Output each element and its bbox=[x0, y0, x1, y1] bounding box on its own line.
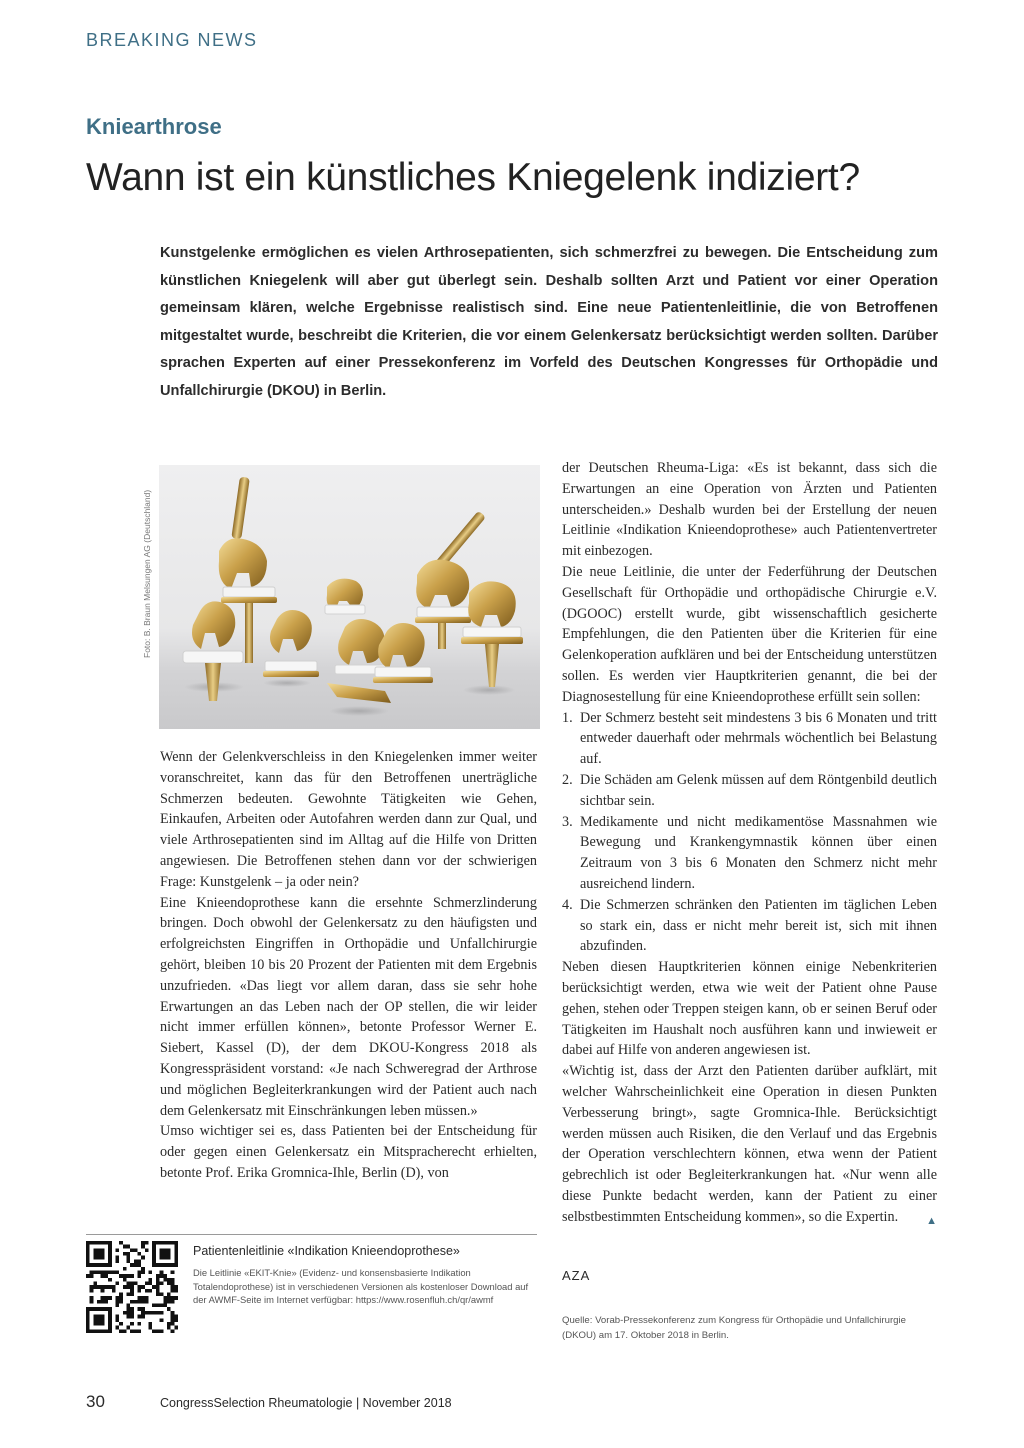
list-item bbox=[562, 895, 937, 957]
paragraph: Die neue Leitlinie, die unter der Federführung der Deutschen Gesellschaft für Orthopädie und orthopädische Chirurgie e.V. (DGOOC) erstellt wurde, gibt wissenschaftlich gesicherte Empfehlungen, die den Patienten über die Kriterien für eine Gelenkoperation aufklären und bei der Entscheidung unterstützen sollen. Es werden vier Hauptkriterien genannt, die bei der Diagnosestellung für eine Knieendoprothese erfüllt sein sollen: bbox=[562, 563, 937, 705]
article-headline: Wann ist ein künstliches Kniegelenk indiziert? bbox=[86, 156, 860, 199]
article-source: Quelle: Vorab-Pressekonferenz zum Kongress für Orthopädie und Unfallchirurgie (DKOU) am 17. Oktober 2018 in Berlin. bbox=[562, 1315, 906, 1341]
paragraph: Wenn der Gelenkverschleiss in den Kniegelenken immer weiter voranschreitet, kann das für den Betroffenen unerträgliche Schmerzen bedeuten. Gewohnte Tätigkeiten wie Gehen, Einkaufen, Arbeiten oder Autofahren werden dann zur Qual, und viele Arthrosepatienten sind im Alltag auf die Hilfe von Dritten angewiesen. Die Betroffenen stehen dann vor der schwierigen Frage: Kunstgelenk – ja oder nein? bbox=[160, 749, 537, 890]
infobox-text: Die Leitlinie «EKIT-Knie» (Evidenz- und konsensbasierte Indikation Totalendoprothese) ist in verschiedenen Versionen als kostenloser Download auf der AWMF-Seite im Internet verfügbar: https://www.rosenfluh.ch/qr/awmf bbox=[193, 1267, 529, 1305]
section-label: BREAKING NEWS bbox=[86, 30, 258, 50]
publication-footer: CongressSelection Rheumatologie | November 2018 bbox=[160, 1396, 452, 1410]
article-kicker: Kniearthrose bbox=[86, 114, 222, 139]
knee-prostheses-photo bbox=[159, 465, 540, 729]
article-column-left bbox=[160, 747, 537, 1184]
list-item bbox=[562, 708, 937, 770]
photo-credit: Foto: B. Braun Melsungen AG (Deutschland) bbox=[142, 489, 152, 658]
list-item-text: Die Schmerzen schränken den Patienten im täglichen Leben so stark ein, dass er nicht mehr bereit ist, sich mit ihnen abzufinden. bbox=[580, 896, 937, 955]
article-author: AZA bbox=[562, 1268, 591, 1283]
paragraph: Umso wichtiger sei es, dass Patienten bei der Entscheidung für oder gegen einen Gelenkersatz ein Mitspracherecht erhielten, betonte Prof. Erika Gromnica-Ihle, Berlin (D), von bbox=[160, 1123, 537, 1181]
article-lead: Kunstgelenke ermöglichen es vielen Arthrosepatienten, sich schmerzfrei zu bewegen. Die Entscheidung zum künstlichen Kniegelenk will aber gut überlegt sein. Deshalb sollten Arzt und Patient vor einer Operation gemeinsam klären, welche Ergebnisse realistisch sind. Eine neue Patientenleitlinie, die von Betroffenen mitgestaltet wurde, beschreibt die Kriterien, die vor einem Gelenkersatz berücksichtigt werden sollten. Darüber sprachen Experten auf einer Pressekonferenz im Vorfeld des Deutschen Kongresses für Orthopädie und Unfallchirurgie (DKOU) in Berlin. bbox=[160, 245, 938, 399]
paragraph: der Deutschen Rheuma-Liga: «Es ist bekannt, dass sich die Erwartungen an eine Operation von Ärzten und Patienten unterscheiden.» Deshalb wurden bei der Erstellung der neuen Leitlinie «Indikation Knieendoprothese» auch Patientenvertreter mit einbezogen. bbox=[562, 460, 937, 560]
list-item-text: Der Schmerz besteht seit mindestens 3 bis 6 Monaten und tritt entweder dauerhaft oder mehrmals wöchentlich bei Belastung auf. bbox=[580, 709, 937, 768]
list-item bbox=[562, 812, 937, 895]
end-of-article-triangle-icon: ▲ bbox=[926, 1214, 937, 1227]
infobox-divider bbox=[86, 1234, 537, 1235]
page-number: 30 bbox=[86, 1392, 105, 1411]
list-number: 3. bbox=[562, 813, 573, 830]
paragraph-text: «Wichtig ist, dass der Arzt den Patienten darüber aufklärt, mit welcher Wahrscheinlichkeit eine Operation in diesen Punkten Verbesserung bringt», sagte Gromnica-Ihle. Berücksichtigt werden müssen auch Risiken, die den Verlauf und das Ergebnis der Operation verschlechtern können, etwa wenn der Patient gebrechlich ist oder Begleiterkrankungen hat. «Nur wenn alle diese Punkte bedacht werden, kann der Patient zu einer selbstbestimmten Entscheidung kommen», so die Expertin. bbox=[562, 1063, 937, 1225]
paragraph bbox=[562, 1061, 937, 1227]
criteria-list bbox=[562, 708, 937, 958]
paragraph: Neben diesen Hauptkriterien können einige Nebenkriterien berücksichtigt werden, etwa wie weit der Patient ohne Pause gehen, stehen oder Treppen steigen kann, ob er seinen Beruf oder Tätigkeiten im Haushalt noch ausführen kann und inwieweit er dabei auf Hilfe von anderen angewiesen ist. bbox=[562, 959, 937, 1059]
list-number: 4. bbox=[562, 896, 573, 913]
paragraph: Eine Knieendoprothese kann die ersehnte Schmerzlinderung bringen. Doch obwohl der Gelenkersatz zu den häufigsten und erfolgreichsten Eingriffen in Orthopädie und Unfallchirurgie gehört, bleiben 10 bis 20 Prozent der Patienten mit dem Ergebnis unzufrieden. «Das liegt vor allem daran, dass sie sehr hohe Erwartungen an das Leben nach der OP stellen, die wir leider nicht immer erfüllen können», betonte Professor Werner E. Siebert, Kassel (D), der dem DKOU-Kongress 2018 als Kongresspräsident vorstand: «Je nach Schweregrad der Arthrose und möglichen Begleiterkrankungen wird der Patient auch nach dem Gelenkersatz mit Einschränkungen leben müssen.» bbox=[160, 894, 537, 1119]
list-number: 2. bbox=[562, 771, 573, 788]
list-item bbox=[562, 770, 937, 812]
list-item-text: Medikamente und nicht medikamentöse Massnahmen wie Bewegung und Krankengymnastik können über einen Zeitraum von 3 bis 6 Monaten den Schmerz nicht mehr ausreichend lindern. bbox=[580, 813, 937, 892]
list-item-text: Die Schäden am Gelenk müssen auf dem Röntgenbild deutlich sichtbar sein. bbox=[580, 771, 937, 809]
infobox-title: Patientenleitlinie «Indikation Knieendoprothese» bbox=[193, 1244, 460, 1258]
article-column-right bbox=[562, 458, 937, 1231]
list-number: 1. bbox=[562, 709, 573, 726]
qr-code-icon[interactable] bbox=[86, 1241, 178, 1333]
